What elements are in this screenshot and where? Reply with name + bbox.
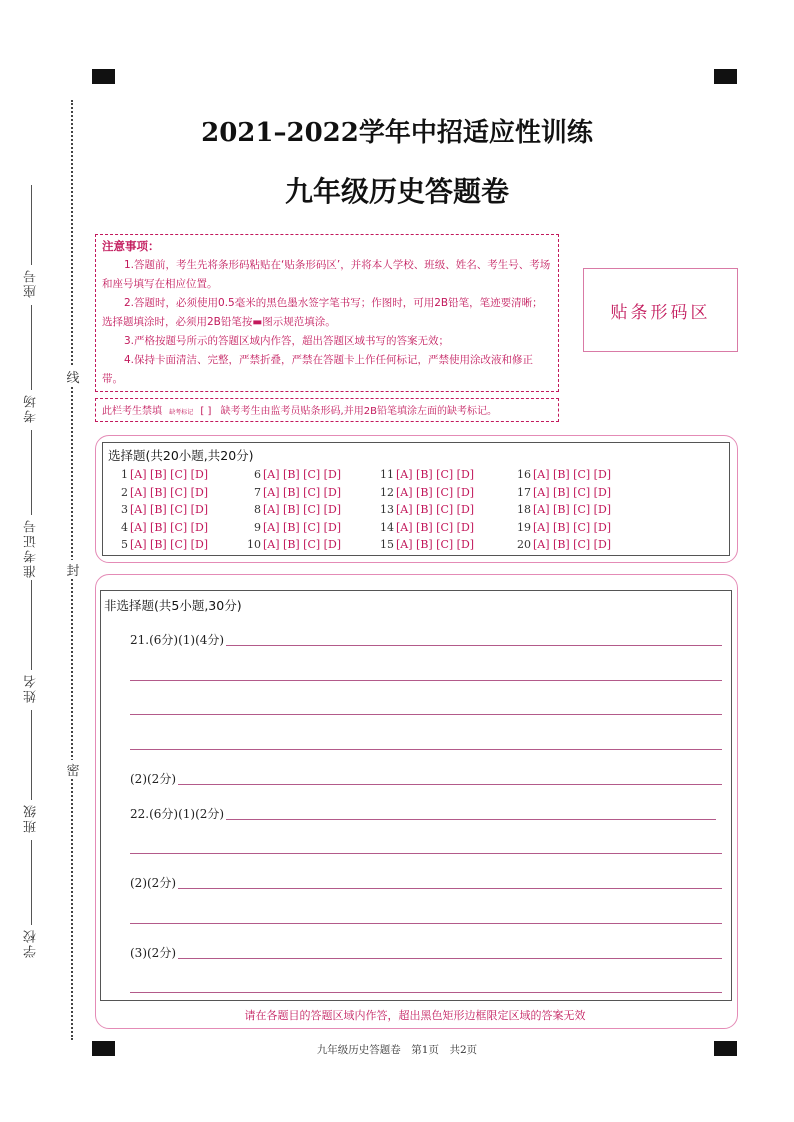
choice-options[interactable]: [A] [B] [C] [D] — [263, 520, 342, 534]
choice-options[interactable]: [A] [B] [C] [D] — [263, 485, 342, 499]
registration-mark-top-left — [92, 69, 115, 84]
answer-line-22-1b[interactable] — [130, 853, 722, 854]
choice-question-number: 17 — [517, 485, 531, 499]
exam-room-label: 考场 — [24, 393, 39, 423]
choice-question-17[interactable] — [515, 486, 611, 499]
choice-question-number: 8 — [254, 503, 261, 516]
q21-part1-label: 21.(6分)(1)(4分) — [130, 633, 225, 647]
seat-number-line — [31, 185, 32, 265]
notice-heading: 注意事项： — [102, 239, 160, 253]
choice-question-10[interactable] — [245, 538, 341, 551]
absent-mark-row — [95, 398, 559, 422]
choice-options[interactable]: [A] [B] [C] [D] — [533, 503, 612, 516]
answer-line-22-3b[interactable] — [130, 992, 722, 993]
choice-question-2[interactable] — [112, 486, 208, 499]
choice-question-11[interactable] — [378, 468, 474, 481]
binding-word-seal: 封 — [64, 560, 82, 579]
choice-question-3[interactable] — [112, 503, 208, 516]
choice-options[interactable]: [A] [B] [C] [D] — [130, 503, 209, 516]
choice-options[interactable]: [A] [B] [C] [D] — [130, 468, 209, 481]
absent-tiny-label: 缺考标记 — [169, 408, 194, 416]
choice-question-13[interactable] — [378, 503, 474, 516]
choice-question-number: 13 — [380, 503, 394, 516]
choice-question-number: 10 — [247, 538, 261, 551]
notice-box — [95, 234, 559, 392]
choice-question-5[interactable] — [112, 538, 208, 551]
binding-word-secret: 密 — [64, 760, 82, 779]
nonchoice-section-title: 非选择题(共5小题,30分) — [104, 598, 242, 613]
footnote: 请在各题目的答题区域内作答，超出黑色矩形边框限定区域的答案无效 — [244, 1009, 586, 1022]
choice-question-12[interactable] — [378, 486, 474, 499]
absent-left-label: 此栏考生禁填 — [102, 406, 162, 417]
answer-line-21-1b[interactable] — [130, 680, 722, 681]
choice-question-20[interactable] — [515, 538, 611, 551]
choice-options[interactable]: [A] [B] [C] [D] — [533, 485, 612, 499]
name-line — [31, 580, 32, 670]
seat-number-label: 座号 — [24, 268, 39, 298]
choice-question-4[interactable] — [112, 521, 208, 534]
choice-question-8[interactable] — [245, 503, 341, 516]
exam-id-label: 准考证号 — [24, 518, 39, 578]
answer-line-21-1c[interactable] — [130, 714, 722, 715]
notice-item-1: 1.答题前，考生先将条形码粘贴在‘贴条形码区’，并将本人学校、班级、姓名、考生号、考场和座号填写在相应位置。 — [102, 259, 551, 290]
notice-item-3: 3.严格按题号所示的答题区域内作答，超出答题区域书写的答案无效； — [124, 335, 450, 347]
choice-question-number: 2 — [121, 485, 128, 499]
choice-options[interactable]: [A] [B] [C] [D] — [263, 538, 342, 551]
choice-question-number: 4 — [121, 520, 128, 534]
name-label: 姓名 — [24, 673, 39, 703]
choice-question-9[interactable] — [245, 521, 341, 534]
notice-item-4: 4.保持卡面清洁、完整，严禁折叠，严禁在答题卡上作任何标记，严禁使用涂改液和修正带。 — [102, 354, 534, 385]
choice-question-number: 12 — [380, 485, 394, 499]
choice-options[interactable]: [A] [B] [C] [D] — [130, 485, 209, 499]
choice-question-number: 18 — [517, 503, 531, 516]
notice-item-2: 2.答题时，必须使用0.5毫米的黑色墨水签字笔书写；作图时，可用2B铅笔，笔迹要清晰；选择题填涂时，必须用2B铅笔按▬图示规范填涂。 — [102, 297, 543, 328]
registration-mark-top-right — [714, 69, 737, 84]
choice-question-number: 5 — [121, 538, 128, 551]
choice-question-number: 11 — [380, 468, 394, 481]
choice-options[interactable]: [A] [B] [C] [D] — [396, 520, 475, 534]
choice-question-number: 7 — [254, 485, 261, 499]
choice-options[interactable]: [A] [B] [C] [D] — [263, 468, 342, 481]
answer-line-22-2b[interactable] — [130, 923, 722, 924]
choice-options[interactable]: [A] [B] [C] [D] — [396, 503, 475, 516]
exam-id-line — [31, 430, 32, 515]
exam-room-line — [31, 305, 32, 390]
choice-question-number: 1 — [121, 468, 128, 481]
choice-question-number: 16 — [517, 468, 531, 481]
choice-question-19[interactable] — [515, 521, 611, 534]
absent-mark-bracket[interactable]: [ ] — [200, 406, 212, 417]
choice-options[interactable]: [A] [B] [C] [D] — [130, 538, 209, 551]
choice-question-number: 20 — [517, 538, 531, 551]
choice-question-15[interactable] — [378, 538, 474, 551]
q22-part2-label: (2)(2分) — [130, 876, 176, 890]
q22-part3-label: (3)(2分) — [130, 946, 176, 960]
choice-options[interactable]: [A] [B] [C] [D] — [533, 538, 612, 551]
choice-question-7[interactable] — [245, 486, 341, 499]
choice-question-number: 14 — [380, 520, 394, 534]
choice-question-1[interactable] — [112, 468, 208, 481]
barcode-label: 贴条形码区 — [610, 302, 711, 323]
choice-options[interactable]: [A] [B] [C] [D] — [263, 503, 342, 516]
class-label: 班级 — [24, 803, 39, 833]
choice-question-18[interactable] — [515, 503, 611, 516]
q21-part2-label: (2)(2分) — [130, 772, 176, 786]
choice-question-6[interactable] — [245, 468, 341, 481]
barcode-area[interactable] — [583, 268, 738, 352]
school-line — [31, 840, 32, 925]
class-line — [31, 710, 32, 800]
binding-word-line: 线 — [64, 367, 82, 386]
answer-line-21-2[interactable] — [130, 784, 722, 785]
page-footer: 九年级历史答题卷 第1页 共2页 — [316, 1044, 478, 1056]
choice-question-number: 9 — [254, 520, 261, 534]
school-label: 学校 — [24, 928, 39, 958]
choice-question-number: 15 — [380, 538, 394, 551]
choice-question-14[interactable] — [378, 521, 474, 534]
choice-options[interactable]: [A] [B] [C] [D] — [130, 520, 209, 534]
choice-question-number: 3 — [121, 503, 128, 516]
choice-options[interactable]: [A] [B] [C] [D] — [533, 520, 612, 534]
choice-options[interactable]: [A] [B] [C] [D] — [396, 468, 475, 481]
choice-options[interactable]: [A] [B] [C] [D] — [396, 485, 475, 499]
nonchoice-section-box — [100, 590, 732, 1001]
choice-question-number: 19 — [517, 520, 531, 534]
answer-line-22-3a[interactable] — [130, 958, 722, 959]
choice-options[interactable]: [A] [B] [C] [D] — [396, 538, 475, 551]
choice-question-16[interactable] — [515, 468, 611, 481]
answer-line-21-1d[interactable] — [130, 749, 722, 750]
answer-line-22-2a[interactable] — [130, 888, 722, 889]
choice-section-title: 选择题(共20小题,共20分) — [108, 448, 254, 463]
choice-question-number: 6 — [254, 468, 261, 481]
q22-part1-label: 22.(6分)(1)(2分) — [130, 807, 225, 821]
absent-instruction: 缺考考生由监考员贴条形码,并用2B铅笔填涂左面的缺考标记。 — [220, 406, 497, 417]
choice-options[interactable]: [A] [B] [C] [D] — [533, 468, 612, 481]
page-subtitle: 九年级历史答题卷 — [284, 175, 509, 208]
page-title: 2021–2022学年中招适应性训练 — [201, 118, 593, 148]
